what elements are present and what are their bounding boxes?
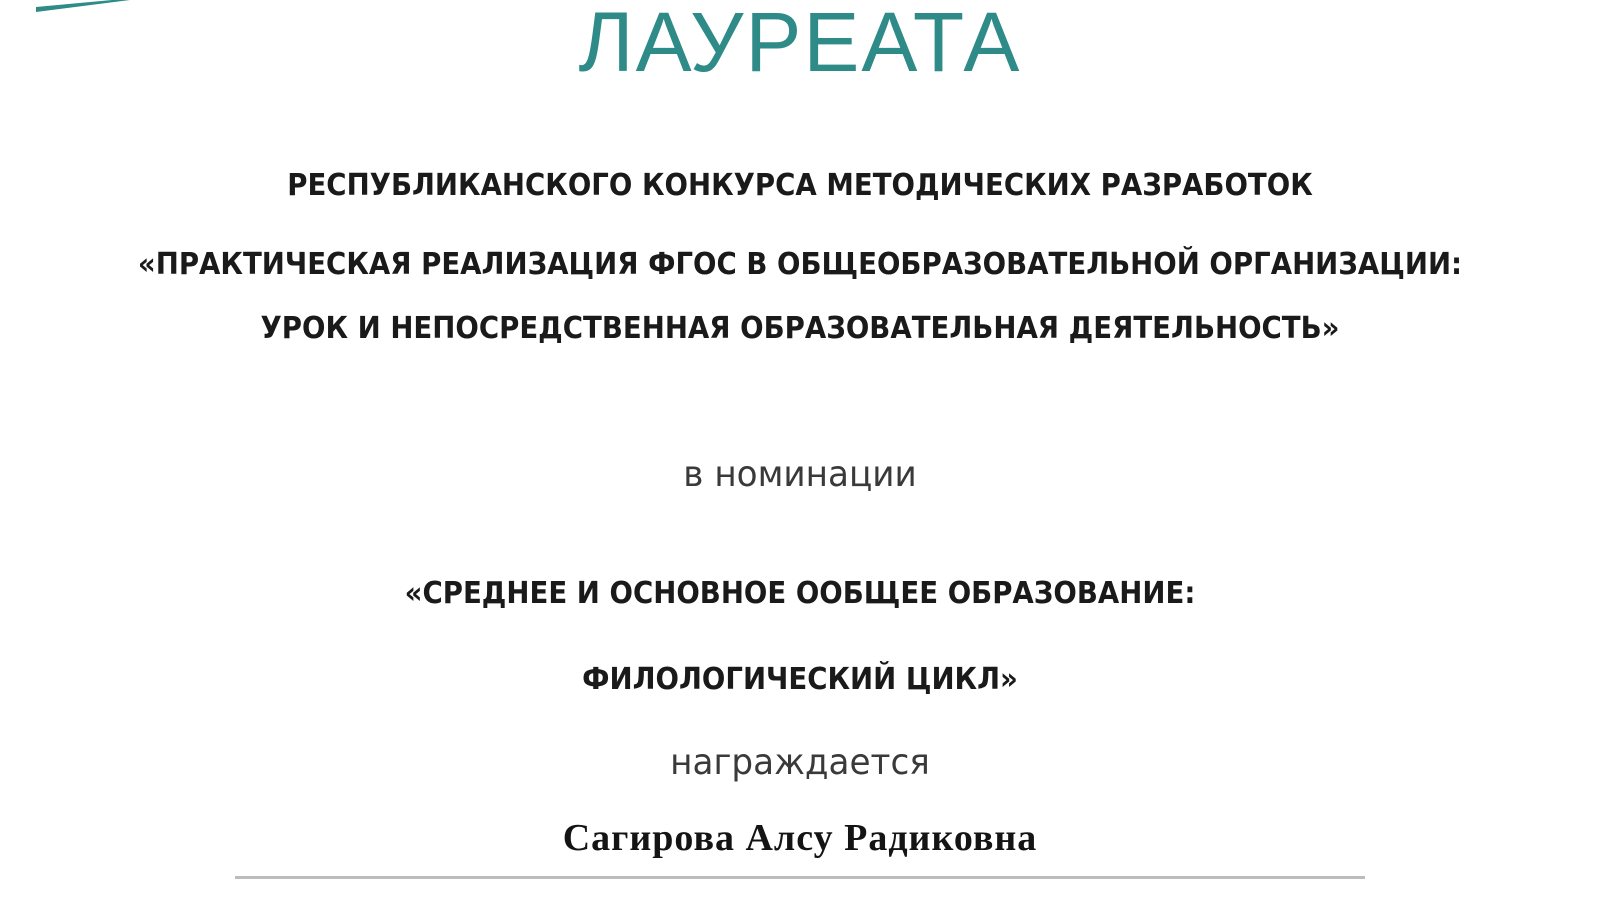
nomination-label: в номинации: [683, 454, 917, 495]
nomination-line-1: «СРЕДНЕЕ И ОСНОВНОЕ ООБЩЕЕ ОБРАЗОВАНИЕ:: [404, 576, 1196, 611]
contest-name-line-1: «ПРАКТИЧЕСКАЯ РЕАЛИЗАЦИЯ ФГОС В ОБЩЕОБРАЗОВАТЕЛЬНОЙ ОРГАНИЗАЦИИ:: [137, 247, 1463, 282]
contest-line: РЕСПУБЛИКАНСКОГО КОНКУРСА МЕТОДИЧЕСКИХ РАЗРАБОТОК: [287, 168, 1313, 203]
awarded-label: награждается: [670, 742, 930, 783]
nomination-line-2: ФИЛОЛОГИЧЕСКИЙ ЦИКЛ»: [582, 662, 1018, 697]
name-underline: [235, 876, 1365, 879]
recipient-name: Сагирова Алсу Радиковна: [562, 817, 1038, 859]
contest-name-line-2: УРОК И НЕПОСРЕДСТВЕННАЯ ОБРАЗОВАТЕЛЬНАЯ ДЕЯТЕЛЬНОСТЬ»: [260, 311, 1340, 346]
certificate-title: ЛАУРЕАТА: [578, 0, 1022, 89]
